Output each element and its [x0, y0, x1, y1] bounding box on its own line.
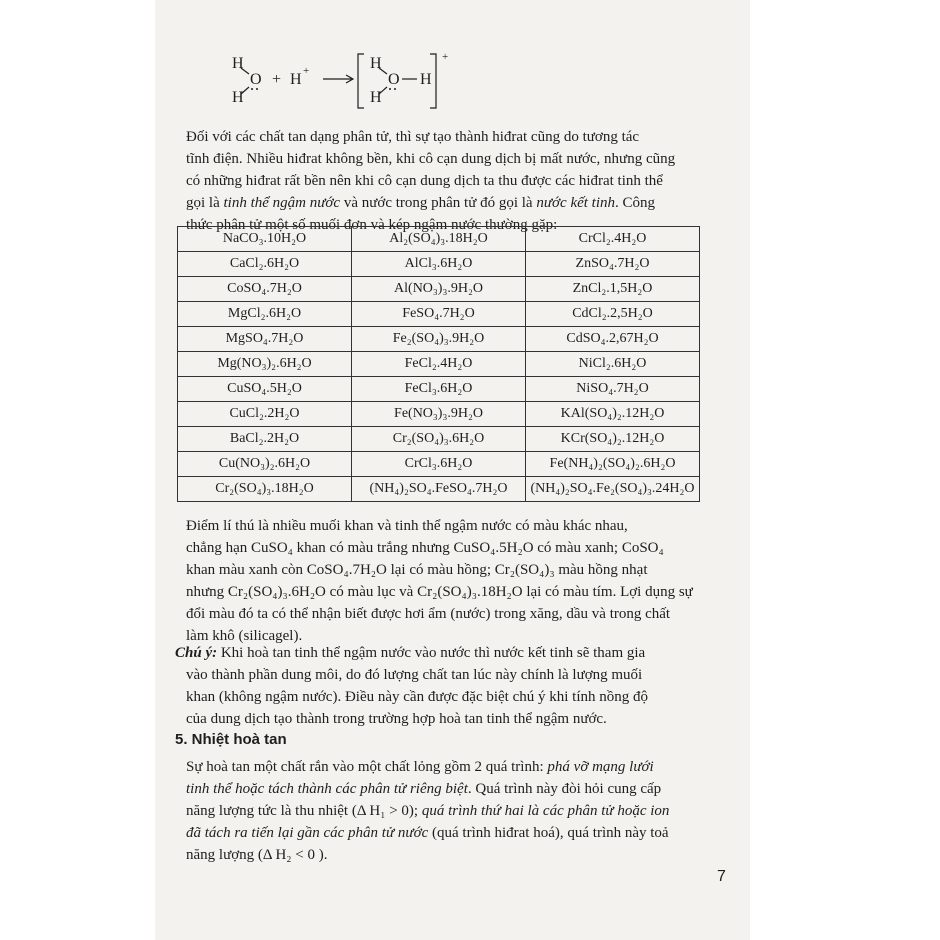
eq-o: O [250, 71, 262, 88]
text-line: làm khô (silicagel). [186, 628, 303, 644]
product-h-right: H [420, 71, 432, 88]
hydronium-equation [230, 48, 450, 112]
table-cell: NiCl₂.6H₂O [526, 352, 700, 377]
text-line: khan màu xanh còn CoSO₄.7H₂O lại có màu hồng; Cr₂(SO₄)₃ màu hồng nhạt [186, 562, 648, 578]
note-label: Chú ý: [175, 645, 218, 661]
table-row [178, 227, 700, 252]
table-row [178, 477, 700, 502]
table-cell: Al₂(SO₄)₃.18H₂O [352, 227, 526, 252]
text-line: năng lượng (Δ H₂ < 0 ). [186, 847, 328, 863]
table-row [178, 377, 700, 402]
book-page [155, 0, 750, 940]
table-row [178, 452, 700, 477]
term-crystal-hydrate: tinh thể ngậm nước [223, 195, 341, 211]
table-cell: CrCl₂.4H₂O [526, 227, 700, 252]
product-o: O [388, 71, 400, 88]
text-line: đã tách ra tiến lại gần các phân tử nước (quá trình hiđrat hoá), quá trình này toả [186, 825, 669, 841]
table-cell: CoSO₄.7H₂O [178, 277, 352, 302]
table-cell: FeCl₃.6H₂O [352, 377, 526, 402]
text-line: của dung dịch tạo thành trong trường hợp hoà tan tinh thể ngậm nước. [186, 711, 607, 727]
table-row [178, 277, 700, 302]
table-row [178, 302, 700, 327]
table-cell: CaCl₂.6H₂O [178, 252, 352, 277]
table-cell: (NH₄)₂SO₄.FeSO₄.7H₂O [352, 477, 526, 502]
table-row [178, 327, 700, 352]
table-cell: FeSO₄.7H₂O [352, 302, 526, 327]
text-line: gọi là tinh thể ngậm nước và nước trong phân tử đó gọi là nước kết tinh. Công [186, 195, 656, 211]
table-cell: KCr(SO₄)₂.12H₂O [526, 427, 700, 452]
table-cell: AlCl₃.6H₂O [352, 252, 526, 277]
hydrate-formula-table [177, 226, 700, 502]
table-cell: KAl(SO₄)₂.12H₂O [526, 402, 700, 427]
table-cell: FeCl₂.4H₂O [352, 352, 526, 377]
text-line: Đối với các chất tan dạng phân tử, thì sự tạo thành hiđrat cũng do tương tác [186, 129, 640, 145]
table-cell: Fe(NH₄)₂(SO₄)₂.6H₂O [526, 452, 700, 477]
table-cell: MgCl₂.6H₂O [178, 302, 352, 327]
table-cell: Cu(NO₃)₂.6H₂O [178, 452, 352, 477]
text-line: Sự hoà tan một chất rắn vào một chất lỏng gồm 2 quá trình: phá vỡ mạng lưới [186, 759, 654, 775]
table-cell: NiSO₄.7H₂O [526, 377, 700, 402]
table-cell: BaCl₂.2H₂O [178, 427, 352, 452]
eq-h-top: H [232, 55, 244, 72]
text-line: vào thành phần dung môi, do đó lượng chất tan lúc này chính là lượng muối [186, 667, 643, 683]
eq-h-bottom: H [232, 89, 244, 106]
note-paragraph [175, 642, 716, 730]
eq-h-ion: H [290, 71, 302, 88]
table-row [178, 427, 700, 452]
table-cell: CdCl₂.2,5H₂O [526, 302, 700, 327]
text-line: Điểm lí thú là nhiều muối khan và tinh thể ngậm nước có màu khác nhau, [186, 518, 628, 534]
table-cell: ZnSO₄.7H₂O [526, 252, 700, 277]
table-cell: Al(NO₃)₃.9H₂O [352, 277, 526, 302]
text-line: khan (không ngậm nước). Điều này cần được đặc biệt chú ý khi tính nồng độ [186, 689, 649, 705]
product-h-top: H [370, 55, 382, 72]
table-row [178, 352, 700, 377]
text-line: tĩnh điện. Nhiều hiđrat không bền, khi cô cạn dung dịch bị mất nước, nhưng cũng [186, 151, 676, 167]
table-cell: Fe(NO₃)₃.9H₂O [352, 402, 526, 427]
table-cell: (NH₄)₂SO₄.Fe₂(SO₄)₃.24H₂O [526, 477, 700, 502]
table-cell: CuSO₄.5H₂O [178, 377, 352, 402]
table-cell: Fe₂(SO₄)₃.9H₂O [352, 327, 526, 352]
page-number: 7 [717, 868, 726, 885]
product-h-bottom: H [370, 89, 382, 106]
table-cell: CuCl₂.2H₂O [178, 402, 352, 427]
section-heading: 5. Nhiệt hoà tan [175, 731, 287, 748]
text-line: có những hiđrat rất bền nên khi cô cạn dung dịch ta thu được các hiđrat tinh thể [186, 173, 663, 189]
term-water-of-crystallization: nước kết tinh [536, 195, 616, 211]
table-cell: ZnCl₂.1,5H₂O [526, 277, 700, 302]
hydrate-paragraph [186, 126, 716, 236]
dissolution-heat-paragraph [186, 756, 716, 866]
table-row [178, 252, 700, 277]
text-line: thức phân tử một số muối đơn và kép ngậm nước thường gặp: [186, 217, 558, 233]
table-cell: Cr₂(SO₄)₃.6H₂O [352, 427, 526, 452]
text-line: năng lượng tức là thu nhiệt (Δ H₁ > 0); quá trình thứ hai là các phân tử hoặc ion [186, 803, 670, 819]
product-charge: + [442, 51, 449, 63]
table-cell: Cr₂(SO₄)₃.18H₂O [178, 477, 352, 502]
text-line: Chú ý: Khi hoà tan tinh thể ngậm nước vào nước thì nước kết tinh sẽ tham gia [175, 645, 646, 661]
table-cell: Mg(NO₃)₂.6H₂O [178, 352, 352, 377]
table-row [178, 402, 700, 427]
text-line: nhưng Cr₂(SO₄)₃.6H₂O có màu lục và Cr₂(SO₄)₃.18H₂O lại có màu tím. Lợi dụng sự [186, 584, 693, 600]
eq-plus: + [272, 71, 282, 88]
color-change-paragraph [186, 515, 716, 647]
eq-h-ion-charge: + [303, 65, 310, 77]
text-line: đổi màu đó ta có thể nhận biết được hơi ẩm (nước) trong xăng, dầu và trong chất [186, 606, 671, 622]
text-line: tinh thể hoặc tách thành các phân tử riêng biệt. Quá trình này đòi hỏi cung cấp [186, 781, 662, 797]
table-cell: MgSO₄.7H₂O [178, 327, 352, 352]
text-line: chẳng hạn CuSO₄ khan có màu trắng nhưng CuSO₄.5H₂O có màu xanh; CoSO₄ [186, 540, 664, 556]
table-cell: CdSO₄.2,67H₂O [526, 327, 700, 352]
table-cell: NaCO₃.10H₂O [178, 227, 352, 252]
table-cell: CrCl₃.6H₂O [352, 452, 526, 477]
